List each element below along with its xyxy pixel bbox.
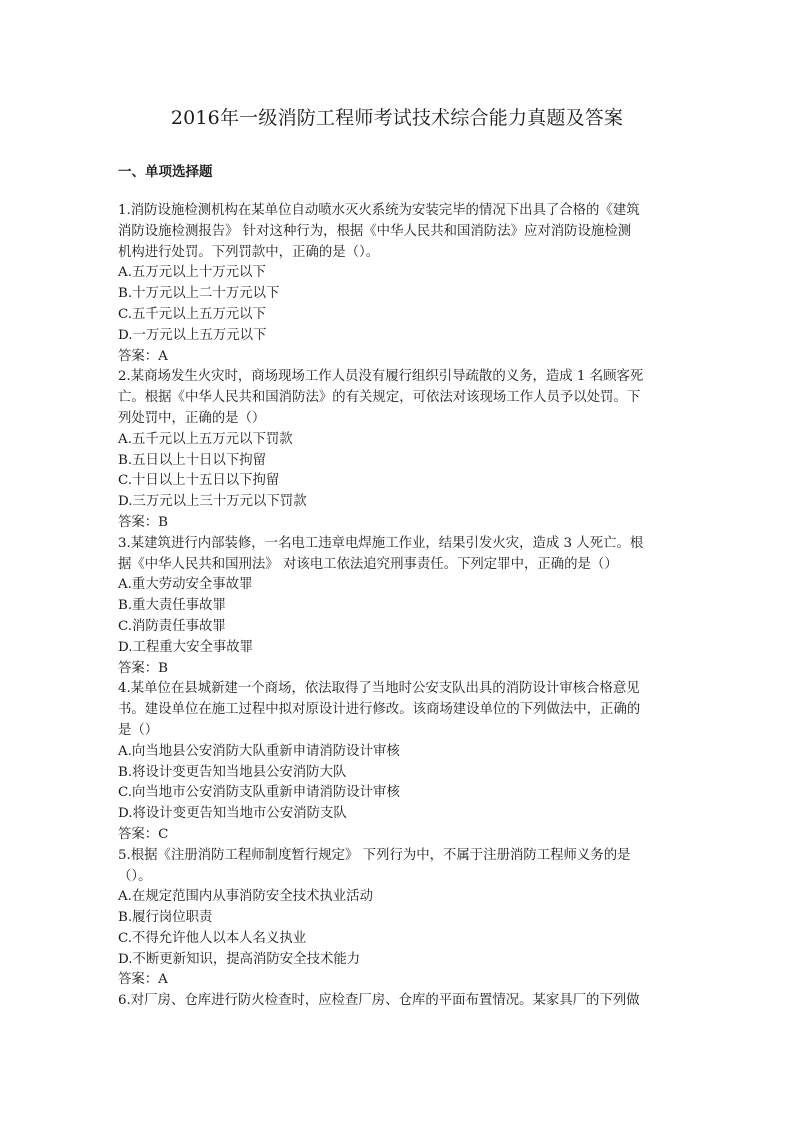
option-item: B.将设计变更告知当地县公安消防大队 (118, 764, 347, 780)
option-item: C.十日以上十五日以下拘留 (118, 473, 280, 489)
question-stem-line: 5.根据《注册消防工程师制度暂行规定》 下列行为中，不属于注册消防工程师义务的是 (118, 847, 631, 863)
answer-line: 答案：B (118, 660, 169, 676)
answer-line: 答案：B (118, 514, 169, 530)
question-stem-line: （）。 (118, 868, 152, 884)
question-block (118, 201, 678, 367)
option-item: D.将设计变更告知当地市公安消防支队 (118, 806, 347, 822)
question-block (118, 991, 678, 1012)
question-stem-line: 3.某建筑进行内部装修，一名电工违章电焊施工作业，结果引发火灾，造成 3 人死亡。根 (118, 535, 644, 551)
option-item: A.在规定范围内从事消防安全技术执业活动 (118, 889, 373, 905)
option-item: A.重大劳动安全事故罪 (118, 577, 253, 593)
question-block (118, 534, 678, 680)
question-stem-line: 1.消防设施检测机构在某单位自动喷水灭火系统为安装完毕的情况下出具了合格的《建筑 (118, 203, 640, 218)
option-item: B.重大责任事故罪 (118, 598, 226, 614)
option-item: C.不得允许他人以本人名义执业 (118, 930, 307, 946)
question-stem-line: 机构进行处罚。下列罚款中，正确的是（）。 (118, 244, 380, 260)
option-item: A.向当地县公安消防大队重新申请消防设计审核 (118, 743, 400, 759)
question-stem-line: 4.某单位在县城新建一个商场，依法取得了当地时公安支队出具的消防设计审核合格意见 (118, 681, 640, 697)
answer-line: 答案：A (118, 348, 168, 364)
option-item: B.履行岗位职责 (118, 910, 213, 926)
question-list (118, 201, 678, 1012)
option-item: B.十万元以上二十万元以下 (118, 286, 280, 302)
answer-line: 答案：C (118, 826, 169, 842)
option-item: C.五千元以上五万元以下 (118, 306, 266, 322)
section-heading: 一、单项选择题 (118, 164, 213, 180)
question-stem-line: 是（） (118, 722, 159, 738)
question-stem-line: 书。建设单位在施工过程中拟对原设计进行修改。该商场建设单位的下列做法中，正确的 (118, 702, 641, 718)
answer-line: 答案：A (118, 972, 168, 988)
option-item: A.五千元以上五万元以下罚款 (118, 431, 293, 447)
question-stem-line: 2.某商场发生火灾时，商场现场工作人员没有履行组织引导疏散的义务，造成 1 名顾客死 (118, 369, 644, 385)
option-item: B.五日以上十日以下拘留 (118, 452, 267, 468)
option-item: C.向当地市公安消防支队重新申请消防设计审核 (118, 785, 400, 801)
option-item: D.三万元以上三十万元以下罚款 (118, 494, 307, 510)
question-stem-line: 列处罚中，正确的是（） (118, 410, 266, 426)
question-stem-line: 据《中华人民共和国刑法》 对该电工依法追究刑事责任。下列定罪中，正确的是（） (118, 556, 618, 572)
question-block (118, 679, 678, 845)
question-stem-line: 消防设施检测报告》 针对这种行为，根据《中华人民共和国消防法》应对消防设施检测 (118, 223, 632, 239)
option-item: D.不断更新知识，提高消防安全技术能力 (118, 951, 361, 967)
option-item: A.五万元以上十万元以下 (118, 265, 266, 281)
document-title: 2016年一级消防工程师考试技术综合能力真题及答案 (170, 107, 624, 129)
question-block (118, 367, 678, 533)
option-item: D.工程重大安全事故罪 (118, 639, 254, 655)
option-item: D.一万元以上五万元以下 (118, 327, 267, 343)
question-stem-line: 亡。根据《中华人民共和国消防法》的有关规定，可依法对该现场工作人员予以处罚。下 (118, 390, 641, 406)
question-stem-line: 6.对厂房、仓库进行防火检查时，应检查厂房、仓库的平面布置情况。某家具厂的下列做 (118, 993, 640, 1009)
option-item: C.消防责任事故罪 (118, 618, 226, 634)
question-block (118, 846, 678, 992)
